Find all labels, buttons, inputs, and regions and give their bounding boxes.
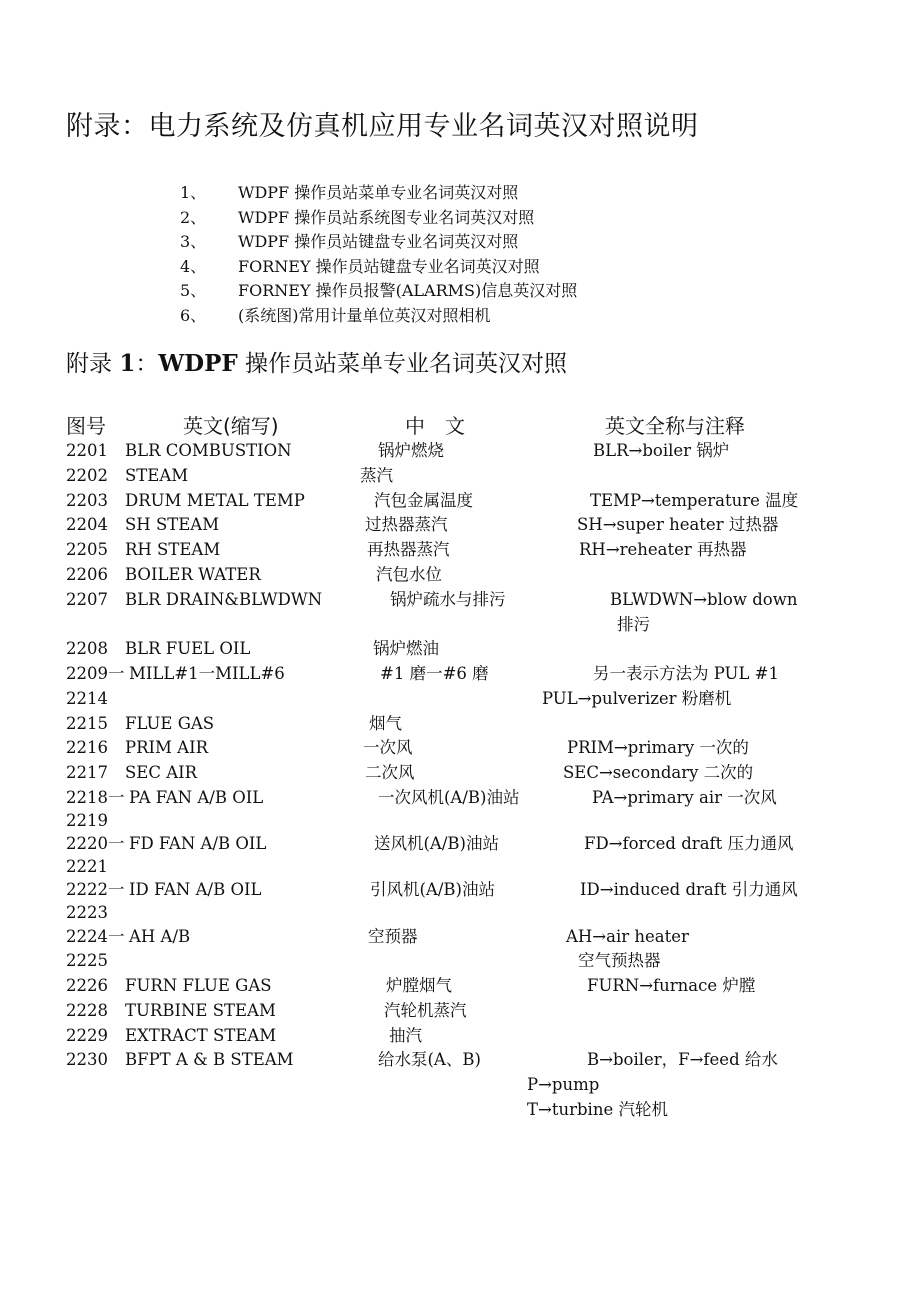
row-code-continued: 2223: [66, 903, 108, 922]
toc-text: WDPF 操作员站键盘专业名词英汉对照: [238, 232, 519, 252]
row-chinese: 锅炉燃烧: [378, 441, 444, 460]
row-chinese: 汽轮机蒸汽: [384, 1001, 467, 1020]
row-abbr: SEC AIR: [125, 763, 198, 782]
row-code-continued: 2225: [66, 951, 108, 970]
row-chinese: 汽包水位: [376, 565, 442, 584]
row-abbr: TURBINE STEAM: [125, 1001, 276, 1020]
toc-text: WDPF 操作员站系统图专业名词英汉对照: [238, 207, 535, 227]
row-code-continued: 2219: [66, 811, 108, 830]
row-chinese: 锅炉疏水与排污: [390, 590, 506, 609]
row-abbr: ID FAN A/B OIL: [129, 880, 262, 899]
row-note-continued: PUL→pulverizer 粉磨机: [542, 689, 732, 708]
row-abbr: BLR DRAIN&BLWDWN: [125, 590, 323, 609]
row-abbr: STEAM: [125, 466, 189, 485]
row-chinese: 二次风: [365, 763, 415, 782]
row-abbr: BLR COMBUSTION: [125, 441, 292, 460]
row-abbr: PA FAN A/B OIL: [129, 788, 264, 807]
row-note: SH→super heater 过热器: [577, 515, 779, 534]
row-abbr: DRUM METAL TEMP: [125, 491, 305, 510]
row-note-continued: T→turbine 汽轮机: [527, 1100, 668, 1119]
row-code: 2228: [66, 1001, 108, 1020]
row-note-continued: P→pump: [527, 1075, 600, 1094]
row-note: BLR→boiler 锅炉: [593, 441, 730, 460]
row-code: 2229: [66, 1026, 108, 1045]
toc-text: FORNEY 操作员报警(ALARMS)信息英汉对照: [238, 281, 578, 301]
row-code: 2222一: [66, 880, 125, 899]
row-chinese: 炉膛烟气: [386, 976, 452, 995]
row-abbr: RH STEAM: [125, 540, 221, 559]
row-code: 2217: [66, 763, 108, 782]
row-code: 2216: [66, 738, 108, 757]
column-header-code: 图号: [66, 414, 106, 438]
section-rest: 操作员站菜单专业名词英汉对照: [237, 351, 568, 377]
row-chinese: 汽包金属温度: [374, 491, 473, 510]
toc-number: 1、: [180, 183, 207, 202]
row-code: 2215: [66, 714, 108, 733]
row-code: 2204: [66, 515, 108, 534]
row-chinese: 一次风: [363, 738, 413, 757]
row-code: 2202: [66, 466, 108, 485]
row-note: BLWDWN→blow down: [610, 590, 798, 609]
row-code: 2208: [66, 639, 108, 658]
row-code: 2218一: [66, 788, 125, 807]
toc-text: WDPF 操作员站菜单专业名词英汉对照: [238, 183, 519, 202]
section-prefix: 附录: [66, 351, 120, 377]
row-code: 2209一: [66, 664, 125, 683]
row-note: ID→induced draft 引力通风: [580, 880, 798, 899]
toc-text: (系统图)常用计量单位英汉对照相机: [238, 305, 491, 325]
row-code: 2203: [66, 491, 108, 510]
section-title: [66, 345, 567, 378]
row-chinese: 锅炉燃油: [373, 639, 439, 658]
column-header-chinese: 中 文: [405, 414, 465, 438]
row-note: FD→forced draft 压力通风: [584, 834, 794, 853]
row-code: 2201: [66, 441, 108, 460]
row-chinese: 送风机(A/B)油站: [374, 834, 499, 853]
toc-number: 5、: [180, 281, 207, 301]
row-chinese: 给水泵(A、B): [378, 1050, 481, 1069]
row-chinese: 再热器蒸汽: [367, 540, 450, 559]
row-chinese: 引风机(A/B)油站: [370, 880, 495, 899]
row-code-continued: 2214: [66, 689, 108, 708]
toc-number: 4、: [180, 256, 207, 276]
row-abbr: MILL#1一MILL#6: [129, 664, 285, 683]
row-abbr: BFPT A & B STEAM: [125, 1050, 294, 1069]
row-chinese: 空预器: [368, 927, 418, 946]
row-note: AH→air heater: [566, 927, 689, 946]
row-code-continued: 2221: [66, 857, 108, 876]
column-header-abbr: 英文(缩写): [183, 414, 279, 438]
row-abbr: PRIM AIR: [125, 738, 209, 757]
row-note: PA→primary air 一次风: [592, 788, 777, 807]
row-abbr: BLR FUEL OIL: [125, 639, 251, 658]
toc-text: FORNEY 操作员站键盘专业名词英汉对照: [238, 256, 540, 276]
row-chinese: 蒸汽: [360, 466, 393, 485]
row-abbr: SH STEAM: [125, 515, 220, 534]
row-note: PRIM→primary 一次的: [567, 738, 749, 757]
row-note: SEC→secondary 二次的: [563, 763, 754, 782]
row-note: FURN→furnace 炉膛: [587, 976, 756, 995]
row-chinese: #1 磨一#6 磨: [380, 664, 489, 683]
row-note: B→boiler，F→feed 给水: [587, 1050, 778, 1069]
row-chinese: 烟气: [369, 714, 402, 733]
row-abbr: EXTRACT STEAM: [125, 1026, 277, 1045]
row-code: 2224一: [66, 927, 125, 946]
row-code: 2226: [66, 976, 108, 995]
column-header-full-name: 英文全称与注释: [605, 414, 745, 438]
row-abbr: FD FAN A/B OIL: [129, 834, 267, 853]
row-abbr: AH A/B: [129, 927, 191, 946]
section-code: WDPF: [158, 350, 238, 377]
row-abbr: BOILER WATER: [125, 565, 261, 584]
row-note-continued: 排污: [617, 615, 650, 634]
row-chinese: 抽汽: [389, 1026, 422, 1045]
row-code: 2207: [66, 590, 108, 609]
section-number: 1: [119, 350, 136, 377]
row-chinese: 一次风机(A/B)油站: [378, 788, 520, 807]
toc-number: 6、: [180, 305, 207, 325]
row-code: 2220一: [66, 834, 125, 853]
row-note: 另一表示方法为 PUL #1: [593, 664, 779, 683]
row-abbr: FURN FLUE GAS: [125, 976, 272, 995]
row-code: 2230: [66, 1050, 108, 1069]
row-code: 2206: [66, 565, 108, 584]
row-note: RH→reheater 再热器: [579, 540, 747, 559]
row-abbr: FLUE GAS: [125, 714, 215, 733]
section-colon: ：: [135, 351, 159, 377]
page-title: 附录：电力系统及仿真机应用专业名词英汉对照说明: [66, 111, 699, 142]
row-code: 2205: [66, 540, 108, 559]
toc-number: 3、: [180, 232, 207, 252]
row-chinese: 过热器蒸汽: [365, 515, 448, 534]
row-note-continued: 空气预热器: [578, 951, 661, 970]
row-note: TEMP→temperature 温度: [590, 491, 799, 510]
toc-number: 2、: [180, 207, 207, 227]
